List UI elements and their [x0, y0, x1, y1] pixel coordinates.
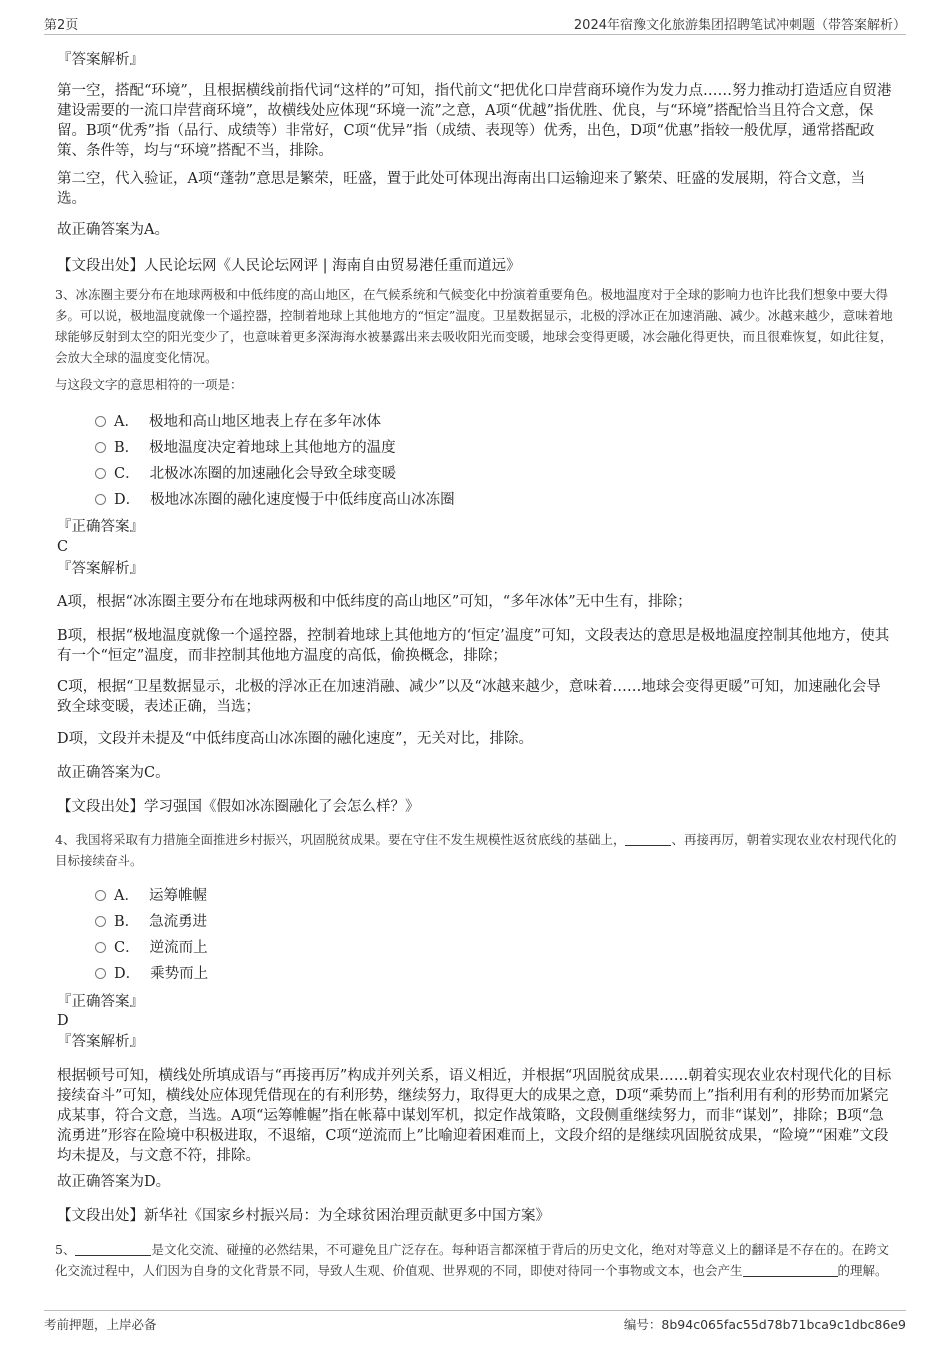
- q3-analysis-d: D项，文段并未提及“中低纬度高山冰冻圈的融化速度”，无关对比，排除。: [57, 731, 533, 747]
- q4-analysis: 根据顿号可知，横线处所填成语与“再接再厉”构成并列关系，语义相近，并根据“巩固脱贫成果……朝着实现农业农村现代化的目标接续奋斗”可知，横线处应体现凭借现在的有利形势，继续努力，取得更大的成果之意，D项“乘势而上”指利用有利的形势而加紧完成某事，符合文意，当选。A项“运筹帷幄”指在帐幕中谋划军机，拟定作战策略，文段侧重继续努力，而非“谋划”，排除；B项“急流勇进”形容在险境中积极进取，不退缩，C项“逆流而上”比喻迎着困难而上，文段介绍的是继续巩固脱贫成果，“险境”“困难”文段均未提及，与文意不符，排除。: [57, 1068, 892, 1164]
- q2-conclusion: 故正确答案为A。: [57, 222, 169, 238]
- page-number: 第2页: [44, 18, 79, 33]
- q3-conclusion: 故正确答案为C。: [57, 765, 170, 781]
- q3-option-a[interactable]: A． 极地和高山地区地表上存在多年冰体: [95, 412, 381, 432]
- q3-option-b[interactable]: B． 极地温度决定着地球上其他地方的温度: [95, 438, 396, 458]
- radio-icon[interactable]: [95, 494, 106, 505]
- page-footer: [44, 1310, 906, 1337]
- q4-option-d[interactable]: D． 乘势而上: [95, 964, 208, 984]
- q3-analysis-label: 『答案解析』: [57, 561, 144, 577]
- q3-analysis-a: A项，根据“冰冻圈主要分布在地球两极和中低纬度的高山地区”可知，“多年冰体”无中生有，排除；: [57, 594, 692, 610]
- radio-icon[interactable]: [95, 890, 106, 901]
- fill-blank: [743, 1262, 838, 1277]
- q3-source: 【文段出处】学习强国《假如冰冻圈融化了会怎么样？》: [57, 799, 420, 815]
- q4-source: 【文段出处】新华社《国家乡村振兴局：为全球贫困治理贡献更多中国方案》: [57, 1208, 550, 1224]
- q3-option-c[interactable]: C． 北极冰冻圈的加速融化会导致全球变暖: [95, 464, 396, 484]
- document-code: 编号：8b94c065fac55d78b71bca9c1dbc86e9: [623, 1317, 906, 1332]
- q3-correct-label: 『正确答案』: [57, 519, 144, 535]
- radio-icon[interactable]: [95, 442, 106, 453]
- fill-blank: [625, 831, 671, 846]
- q4-conclusion: 故正确答案为D。: [57, 1174, 171, 1190]
- document-title: 2024年宿豫文化旅游集团招聘笔试冲刺题（带答案解析）: [573, 18, 906, 33]
- q3-option-d[interactable]: D． 极地冰冻圈的融化速度慢于中低纬度高山冰冻圈: [95, 490, 455, 510]
- q3-prompt: 与这段文字的意思相符的一项是：: [55, 377, 243, 392]
- footer-slogan: 考前押题，上岸必备: [44, 1317, 157, 1332]
- radio-icon[interactable]: [95, 942, 106, 953]
- q4-correct-answer: D: [57, 1013, 69, 1029]
- q4-option-a[interactable]: A． 运筹帷幄: [95, 886, 207, 906]
- radio-icon[interactable]: [95, 416, 106, 427]
- q2-analysis-label: 『答案解析』: [57, 52, 144, 68]
- q5-stem: 5、 是文化交流、碰撞的必然结果，不可避免且广泛存在。每种语言都深植于背后的历史文化，绝对对等意义上的翻译是不存在的。在跨文化交流过程中，人们因为自身的文化背景不同，导致人生观、价值观、世界观的不同，即使对待同一个事物或文本，也会产生 的理解。: [55, 1242, 889, 1278]
- q4-correct-label: 『正确答案』: [57, 994, 144, 1010]
- radio-icon[interactable]: [95, 468, 106, 479]
- radio-icon[interactable]: [95, 968, 106, 979]
- q3-correct-answer: C: [57, 539, 69, 555]
- q2-source: 【文段出处】人民论坛网《人民论坛网评 | 海南自由贸易港任重而道远》: [57, 258, 521, 274]
- q4-option-b[interactable]: B． 急流勇进: [95, 912, 207, 932]
- q4-stem: 4、我国将采取有力措施全面推进乡村振兴，巩固脱贫成果。要在守住不发生规模性返贫底线的基础上， 、再接再厉，朝着实现农业农村现代化的目标接续奋斗。: [55, 832, 897, 868]
- radio-icon[interactable]: [95, 916, 106, 927]
- page-header: [44, 14, 906, 35]
- q3-analysis-b: B项，根据“极地温度就像一个遥控器，控制着地球上其他地方的‘恒定’温度”可知，文段表达的意思是极地温度控制其他地方，使其有一个“恒定”温度，而非控制其他地方温度的高低，偷换概念，排除；: [57, 628, 890, 664]
- q4-analysis-label: 『答案解析』: [57, 1034, 144, 1050]
- q4-option-c[interactable]: C． 逆流而上: [95, 938, 208, 958]
- q3-stem: 3、冰冻圈主要分布在地球两极和中低纬度的高山地区，在气候系统和气候变化中扮演着重要角色。极地温度对于全球的影响力也许比我们想象中要大得多。可以说，极地温度就像一个遥控器，控制着地球上其他地方的“恒定”温度。卫星数据显示，北极的浮冰正在加速消融、减少。冰越来越少，意味着地球能够反射到太空的阳光变少了，也意味着更多深海海水被暴露出来去吸收阳光而变暖，地球会变得更暖，冰会融化得更快，而且很难恢复，如此往复，会放大全球的温度变化情况。: [55, 287, 893, 365]
- q3-analysis-c: C项，根据“卫星数据显示，北极的浮冰正在加速消融、减少”以及“冰越来越少，意味着……地球会变得更暖”可知，加速融化会导致全球变暖，表述正确，当选；: [57, 679, 881, 715]
- q2-analysis-para1: 第一空，搭配“环境”，且根据横线前指代词“这样的”可知，指代前文“把优化口岸营商环境作为发力点……努力推动打造适应自贸港建设需要的一流口岸营商环境”，故横线处应体现“环境一流”之意，A项“优越”指优胜、优良，与“环境”搭配恰当且符合文意，保留。B项“优秀”指（品行、成绩等）非常好，C项“优异”指（成绩、表现等）优秀，出色，D项“优惠”指较一般优厚，通常搭配政策、条件等，均与“环境”搭配不当，排除。: [57, 83, 892, 159]
- q2-analysis-para2: 第二空，代入验证，A项“蓬勃”意思是繁荣，旺盛，置于此处可体现出海南出口运输迎来了繁荣、旺盛的发展期，符合文意，当选。: [57, 171, 866, 207]
- fill-blank: [75, 1241, 151, 1256]
